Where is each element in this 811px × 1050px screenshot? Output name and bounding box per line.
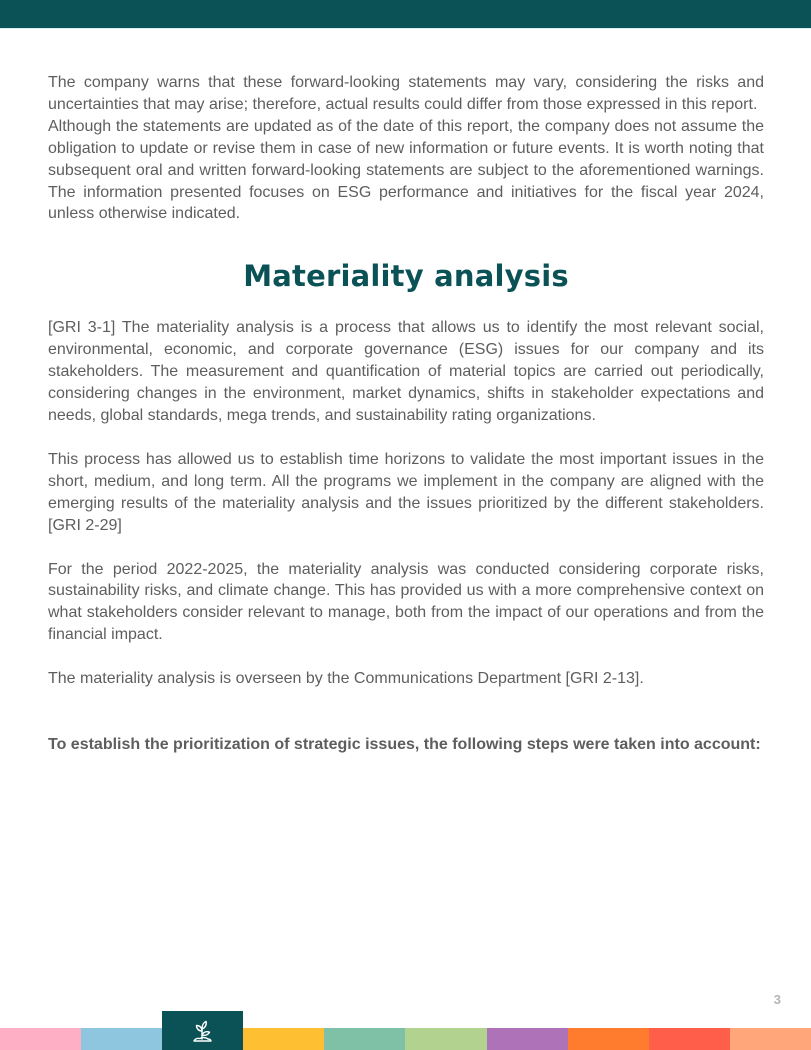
color-segment (81, 1028, 162, 1050)
sprout-icon (190, 1019, 216, 1043)
section-paragraph: The materiality analysis is overseen by the Communications Department [GRI 2-13]. (48, 670, 644, 688)
color-segment (324, 1028, 405, 1050)
color-segment (730, 1028, 811, 1050)
color-segment (405, 1028, 486, 1050)
intro-paragraph-2: Although the statements are updated as of the date of this report, the company does not assume the obligation to update or revise them in case of new information or future events. It is worth noting that subsequent oral and written forward-looking statements are subject to the aforementioned warnings. The information presented focuses on ESG performance and initiatives for the fiscal year 2024, unless otherwise indicated. (48, 117, 764, 223)
color-segment (0, 1028, 81, 1050)
section-paragraph: For the period 2022-2025, the materiality analysis was conducted considering corporate risks, sustainability risks, and climate change. This has provided us with a more comprehensive context on what stakeholders consider relevant to manage, both from the impact of our operations and from the financial impact. (48, 560, 764, 644)
page-number: 3 (773, 992, 781, 1007)
intro-paragraph-1: The company warns that these forward-looking statements may vary, considering the risks and uncertainties that may arise; therefore, actual results could differ from those expressed in this report. (48, 74, 764, 113)
section-paragraph: This process has allowed us to establish time horizons to validate the most important issues in the short, medium, and long term. All the programs we implement in the company are aligned with the emerging results of the materiality analysis and the issues prioritized by the different stakeholders. [GRI 2-29] (48, 450, 764, 534)
color-segment (568, 1028, 649, 1050)
color-segment (487, 1028, 568, 1050)
page-content (48, 72, 764, 756)
steps-lead-in: To establish the prioritization of strategic issues, the following steps were taken into account: (48, 736, 761, 754)
color-segment (649, 1028, 730, 1050)
section-title: Materiality analysis (243, 259, 569, 294)
header-bar (0, 0, 811, 29)
section-paragraph: [GRI 3-1] The materiality analysis is a process that allows us to identify the most relevant social, environmental, economic, and corporate governance (ESG) issues for our company and its stakeholders. The measurement and quantification of material topics are carried out periodically, considering changes in the environment, market dynamics, shifts in stakeholder expectations and needs, global standards, mega trends, and sustainability rating organizations. (48, 319, 764, 424)
footer-color-strip (0, 1028, 811, 1050)
color-segment (243, 1028, 324, 1050)
footer-icon-box (162, 1011, 243, 1050)
